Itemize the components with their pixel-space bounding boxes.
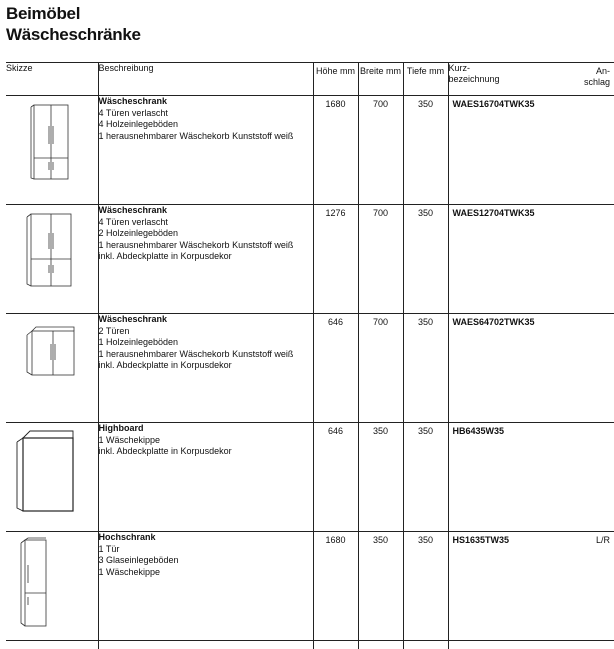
depth-cell: 350 xyxy=(403,314,448,423)
tall-narrow-cabinet-sketch xyxy=(20,537,48,627)
code-cell xyxy=(448,205,614,314)
feature-line: inkl. Abdeckplatte in Korpusdekor xyxy=(99,446,313,458)
width-cell: 350 xyxy=(358,532,403,641)
feature-line: 2 Holzeinlegeböden xyxy=(99,228,313,240)
description-cell xyxy=(98,314,313,423)
feature-line: 1 Holzeinlegeböden xyxy=(99,337,313,349)
product-code: WAES64702TWK35 xyxy=(453,317,535,327)
depth-cell: 350 xyxy=(403,96,448,205)
product-code: WAES12704TWK35 xyxy=(453,208,535,218)
sketch-cell xyxy=(6,96,98,205)
feature-line: 1 herausnehmbarer Wäschekorb Kunststoff weiß xyxy=(99,240,313,252)
page-subtitle: Wäscheschränke xyxy=(6,25,141,45)
feature-line: 1 Wäschekippe xyxy=(99,567,313,579)
tail-cell xyxy=(98,641,313,649)
feature-line: 2 Türen xyxy=(99,326,313,338)
product-name: Wäscheschrank xyxy=(99,96,313,108)
table-tail-row xyxy=(6,641,614,649)
feature-line: 3 Glaseinlegeböden xyxy=(99,555,313,567)
feature-line: 4 Türen verlascht xyxy=(99,108,313,120)
medium-4-door-cabinet-sketch xyxy=(26,213,74,287)
depth-cell: 350 xyxy=(403,532,448,641)
sketch-cell xyxy=(6,423,98,532)
height-cell: 1680 xyxy=(313,96,358,205)
kurz-header-line2: bezeichnung xyxy=(449,74,614,85)
anschlag-header-line1: An- xyxy=(584,66,610,77)
product-code: WAES16704TWK35 xyxy=(453,99,535,109)
feature-line: 1 Wäschekippe xyxy=(99,435,313,447)
product-name: Highboard xyxy=(99,423,313,435)
hinge-side: L/R xyxy=(596,535,610,545)
tall-4-door-cabinet-sketch xyxy=(30,104,70,180)
feature-line: 4 Türen verlascht xyxy=(99,217,313,229)
product-name: Hochschrank xyxy=(99,532,313,544)
feature-line: 4 Holzeinlegeböden xyxy=(99,119,313,131)
description-cell xyxy=(98,96,313,205)
feature-line: inkl. Abdeckplatte in Korpusdekor xyxy=(99,360,313,372)
product-name: Wäscheschrank xyxy=(99,205,313,217)
description-cell xyxy=(98,532,313,641)
code-cell xyxy=(448,423,614,532)
col-header-anschlag xyxy=(584,66,610,88)
sketch-cell xyxy=(6,314,98,423)
anschlag-header-line2: schlag xyxy=(584,77,610,88)
feature-line: inkl. Abdeckplatte in Korpusdekor xyxy=(99,251,313,263)
col-header-skizze: Skizze xyxy=(6,63,98,96)
kurz-header-line1: Kurz- xyxy=(449,63,614,74)
feature-line: 1 herausnehmbarer Wäschekorb Kunststoff weiß xyxy=(99,349,313,361)
width-cell: 700 xyxy=(358,314,403,423)
width-cell: 700 xyxy=(358,205,403,314)
col-header-tiefe: Tiefe mm xyxy=(403,63,448,96)
tail-cell xyxy=(313,641,358,649)
height-cell: 646 xyxy=(313,314,358,423)
depth-cell: 350 xyxy=(403,205,448,314)
highboard-sketch xyxy=(16,430,74,512)
table-row xyxy=(6,96,614,205)
table-header-row xyxy=(6,63,614,96)
col-header-hoehe: Höhe mm xyxy=(313,63,358,96)
table-row xyxy=(6,314,614,423)
code-cell xyxy=(448,96,614,205)
col-header-beschreibung: Beschreibung xyxy=(98,63,313,96)
depth-cell: 350 xyxy=(403,423,448,532)
table-row xyxy=(6,205,614,314)
height-cell: 646 xyxy=(313,423,358,532)
product-table xyxy=(6,62,614,649)
tail-cell xyxy=(6,641,98,649)
code-cell xyxy=(448,532,614,641)
width-cell: 700 xyxy=(358,96,403,205)
page-title: Beimöbel xyxy=(6,4,80,24)
sketch-cell xyxy=(6,205,98,314)
description-cell xyxy=(98,205,313,314)
tail-cell xyxy=(448,641,614,649)
low-2-door-cabinet-sketch xyxy=(26,326,76,376)
tail-cell xyxy=(358,641,403,649)
tail-cell xyxy=(403,641,448,649)
table-row xyxy=(6,423,614,532)
height-cell: 1680 xyxy=(313,532,358,641)
feature-line: 1 Tür xyxy=(99,544,313,556)
product-name: Wäscheschrank xyxy=(99,314,313,326)
product-code: HS1635TW35 xyxy=(453,535,510,545)
height-cell: 1276 xyxy=(313,205,358,314)
table-row xyxy=(6,532,614,641)
product-code: HB6435W35 xyxy=(453,426,505,436)
feature-line: 1 herausnehmbarer Wäschekorb Kunststoff weiß xyxy=(99,131,313,143)
col-header-breite: Breite mm xyxy=(358,63,403,96)
col-header-kurzbezeichnung xyxy=(448,63,614,96)
description-cell xyxy=(98,423,313,532)
code-cell xyxy=(448,314,614,423)
width-cell: 350 xyxy=(358,423,403,532)
sketch-cell xyxy=(6,532,98,641)
